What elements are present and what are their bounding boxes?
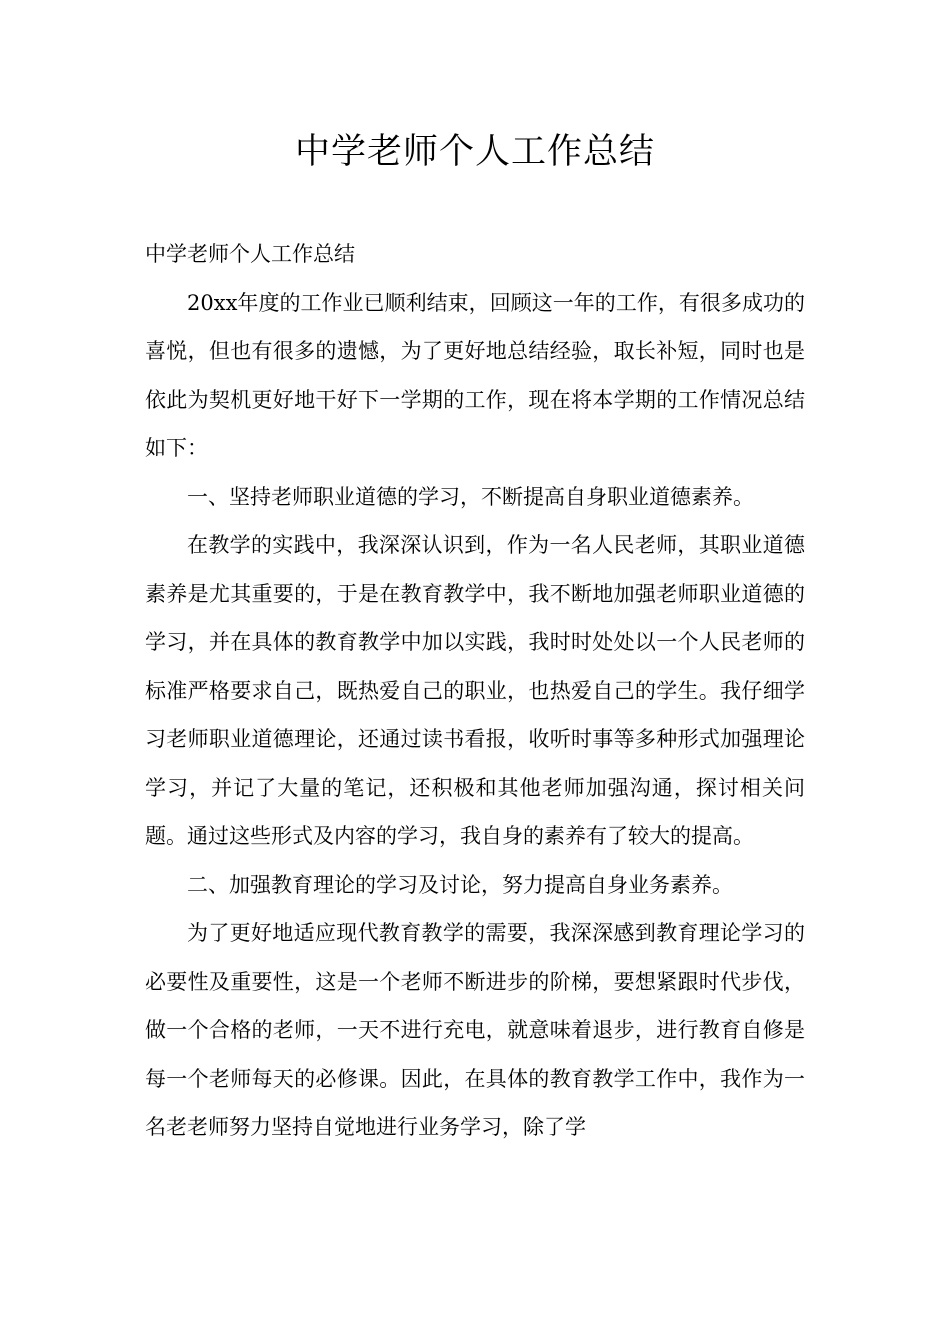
body-paragraph-1: 在教学的实践中，我深深认识到，作为一名人民老师，其职业道德素养是尤其重要的，于是在教育教学中，我不断地加强老师职业道德的学习，并在具体的教育教学中加以实践，我时时处处以一个人民老师的标准严格要求自己，既热爱自己的职业，也热爱自己的学生。我仔细学习老师职业道德理论，还通过读书看报，收听时事等多种形式加强理论学习，并记了大量的笔记，还积极和其他老师加强沟通，探讨相关问题。通过这些形式及内容的学习，我自身的素养有了较大的提高。: [145, 533, 805, 848]
section-heading-1: 一、坚持老师职业道德的学习，不断提高自身职业道德素养。: [187, 484, 754, 509]
intro-paragraph: 20xx年度的工作业已顺利结束，回顾这一年的工作，有很多成功的喜悦，但也有很多的遗憾，为了更好地总结经验，取长补短，同时也是依此为契机更好地干好下一学期的工作，现在将本学期的工作情况总结如下：: [145, 290, 805, 460]
document-title: 中学老师个人工作总结: [294, 132, 655, 172]
subtitle-paragraph: 中学老师个人工作总结: [145, 242, 355, 266]
document-body: [145, 230, 805, 1152]
section-heading-2: 二、加强教育理论的学习及讨论，努力提高自身业务素养。: [187, 872, 733, 897]
body-paragraph-2: 为了更好地适应现代教育教学的需要，我深深感到教育理论学习的必要性及重要性，这是一个老师不断进步的阶梯，要想紧跟时代步伐，做一个合格的老师，一天不进行充电，就意味着退步，进行教育自修是每一个老师每天的必修课。因此，在具体的教育教学工作中，我作为一名老老师努力坚持自觉地进行业务学习，除了学: [145, 921, 805, 1139]
